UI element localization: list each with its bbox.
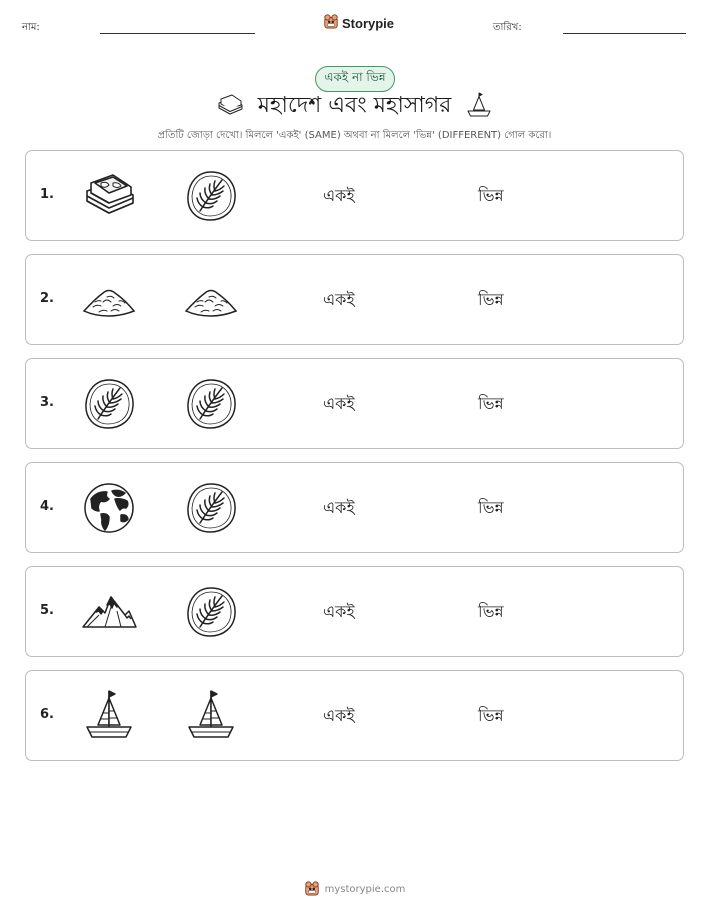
storypie-logo: [323, 13, 394, 33]
option-different[interactable]: ভিন্ন: [478, 186, 504, 205]
page-title: মহাদেশ এবং মহাসাগর: [257, 92, 452, 118]
question-row-1: [25, 150, 684, 241]
option-same[interactable]: একই: [323, 186, 355, 205]
fossil-icon: [183, 377, 239, 431]
fossil-icon: [183, 169, 239, 223]
logo-icon: [323, 13, 339, 33]
mountain-icon: [81, 585, 137, 639]
sand-dune-icon: [81, 273, 137, 327]
option-same[interactable]: একই: [323, 498, 355, 517]
question-number: 4.: [40, 499, 54, 514]
category-badge: একই না ভিন্ন: [315, 66, 395, 92]
question-number: 6.: [40, 707, 54, 722]
atlas-icon: [81, 169, 137, 223]
sailboat-icon: [183, 689, 239, 743]
name-label: নাম:: [22, 22, 40, 33]
option-same[interactable]: একই: [323, 290, 355, 309]
footer-logo-icon: [304, 880, 320, 899]
option-same[interactable]: একই: [323, 394, 355, 413]
question-number: 2.: [40, 291, 54, 306]
instructions: প্রতিটি জোড়া দেখো। মিললে 'একই' (SAME) অথবা না মিললে 'ভিন্ন' (DIFFERENT) গোল করো।: [157, 130, 552, 141]
worksheet-header: [0, 0, 709, 50]
question-row-4: [25, 462, 684, 553]
title-atlas-icon: [216, 92, 244, 120]
option-different[interactable]: ভিন্ন: [478, 394, 504, 413]
option-different[interactable]: ভিন্ন: [478, 706, 504, 725]
title-row: [0, 90, 709, 122]
option-different[interactable]: ভিন্ন: [478, 602, 504, 621]
question-number: 3.: [40, 395, 54, 410]
footer-url[interactable]: mystorypie.com: [324, 884, 406, 895]
sand-dune-icon: [183, 273, 239, 327]
question-number: 1.: [40, 187, 54, 202]
logo-text: Storypie: [342, 15, 395, 31]
date-label: তারিখ:: [493, 22, 522, 33]
option-same[interactable]: একই: [323, 706, 355, 725]
date-field[interactable]: [563, 33, 686, 34]
title-sailboat-icon: [465, 92, 493, 120]
fossil-icon: [81, 377, 137, 431]
sailboat-icon: [81, 689, 137, 743]
question-row-3: [25, 358, 684, 449]
footer: [0, 880, 709, 899]
fossil-icon: [183, 481, 239, 535]
option-different[interactable]: ভিন্ন: [478, 290, 504, 309]
question-row-5: [25, 566, 684, 657]
option-same[interactable]: একই: [323, 602, 355, 621]
fossil-icon: [183, 585, 239, 639]
question-number: 5.: [40, 603, 54, 618]
question-row-2: [25, 254, 684, 345]
name-field[interactable]: [100, 33, 255, 34]
question-row-6: [25, 670, 684, 761]
option-different[interactable]: ভিন্ন: [478, 498, 504, 517]
globe-icon: [81, 481, 137, 535]
